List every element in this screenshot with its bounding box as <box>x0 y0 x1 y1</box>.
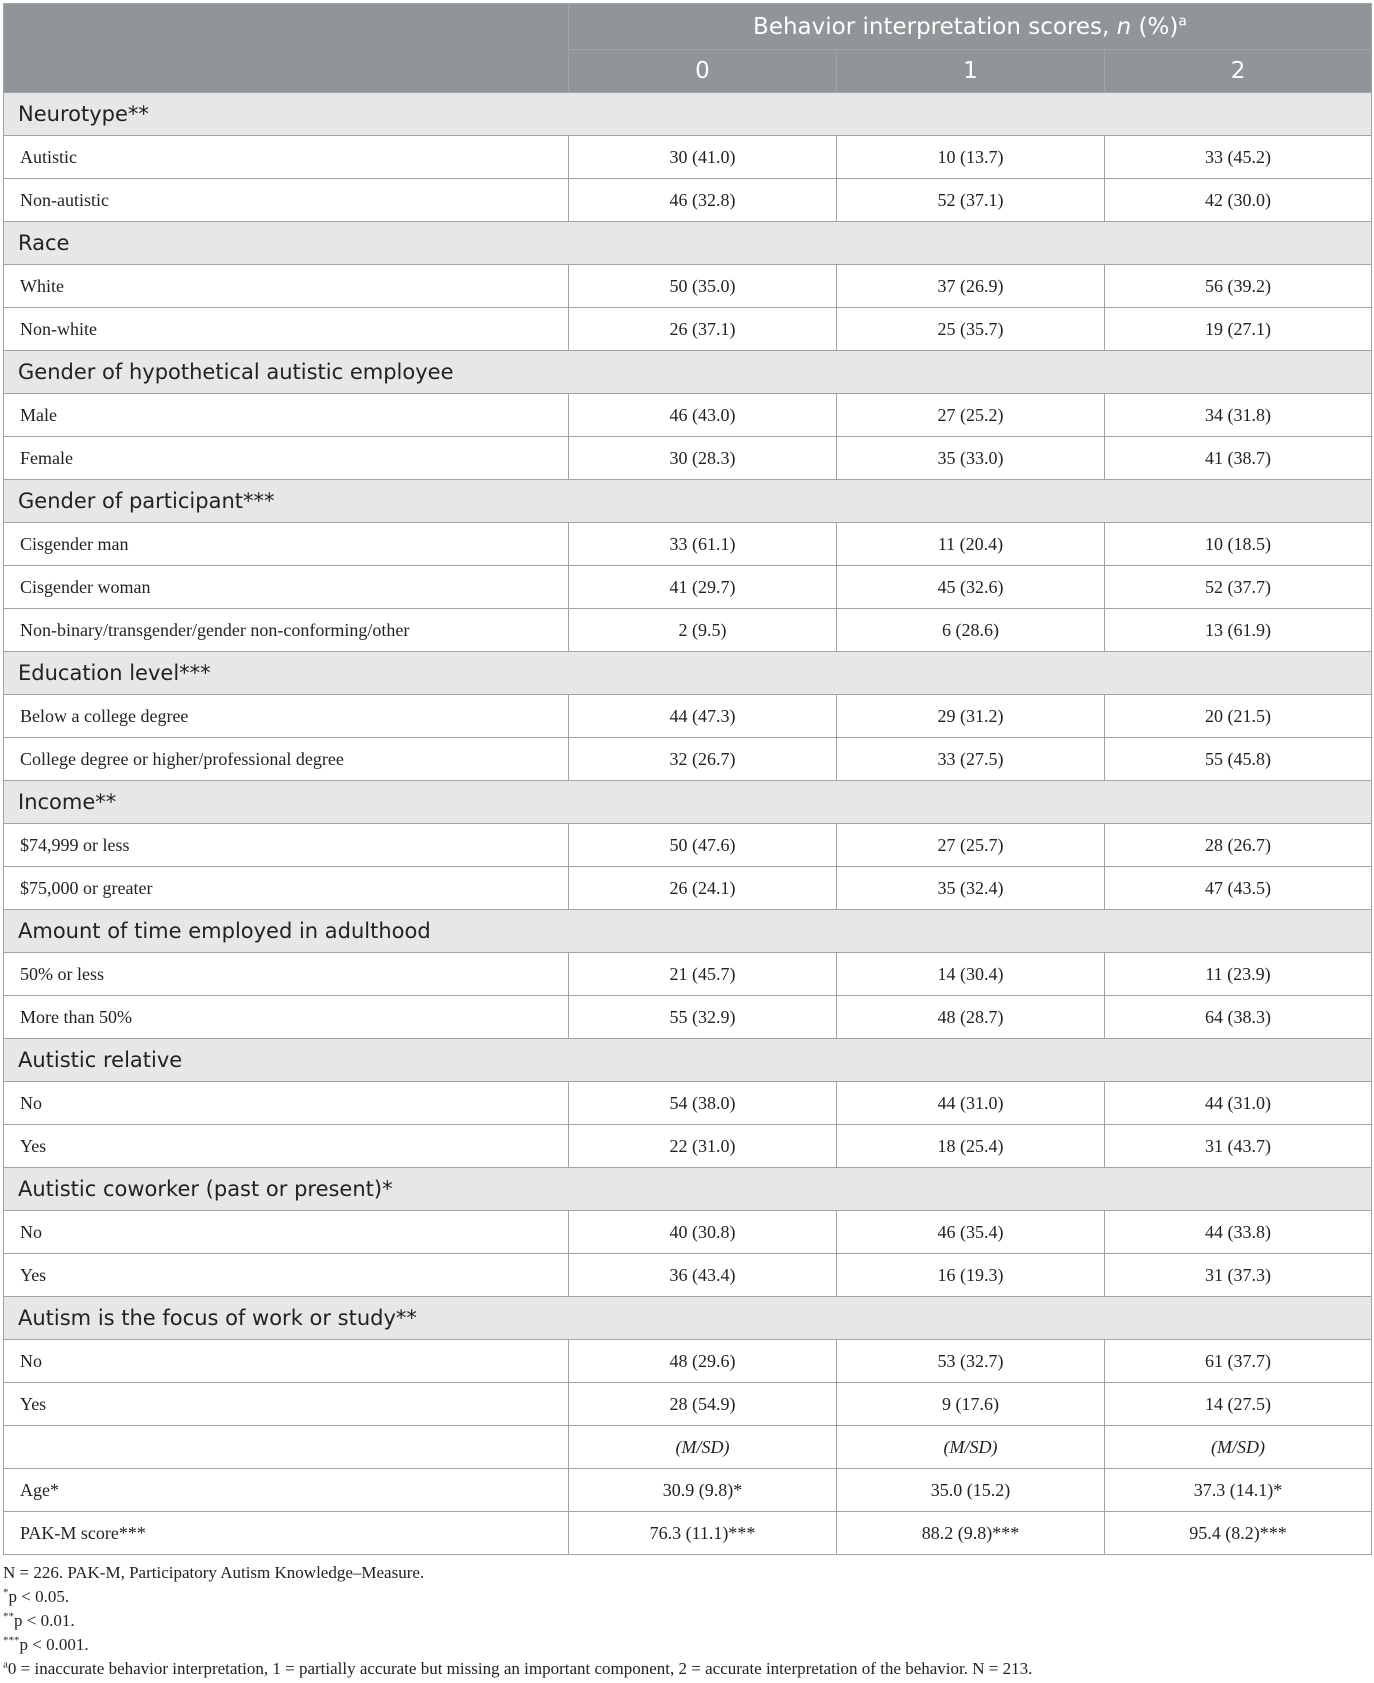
results-table <box>3 3 1372 1555</box>
row-label: No <box>4 1211 569 1254</box>
cell-score-1: 88.2 (9.8)*** <box>837 1512 1105 1555</box>
section-header <box>4 222 1372 265</box>
header-title-n: n <box>1116 13 1132 40</box>
row-label: Non-white <box>4 308 569 351</box>
cell-score-1: 27 (25.7) <box>837 824 1105 867</box>
section-header <box>4 781 1372 824</box>
cell-score-2: 47 (43.5) <box>1105 867 1372 910</box>
section-label: Autism is the focus of work or study** <box>4 1297 1372 1340</box>
section-label: Autistic coworker (past or present)* <box>4 1168 1372 1211</box>
msd-label: (M/SD) <box>943 1436 998 1457</box>
cell-score-1 <box>837 1426 1105 1469</box>
section-label: Income** <box>4 781 1372 824</box>
table-row <box>4 308 1372 351</box>
cell-score-0: 33 (61.1) <box>569 523 837 566</box>
row-label: White <box>4 265 569 308</box>
cell-score-2: 61 (37.7) <box>1105 1340 1372 1383</box>
cell-score-1: 48 (28.7) <box>837 996 1105 1039</box>
note-a <box>3 1657 1371 1681</box>
cell-score-1: 6 (28.6) <box>837 609 1105 652</box>
cell-score-0: 46 (43.0) <box>569 394 837 437</box>
cell-score-2: 37.3 (14.1)* <box>1105 1469 1372 1512</box>
cell-score-0: 48 (29.6) <box>569 1340 837 1383</box>
table-row <box>4 1512 1372 1555</box>
cell-score-2: 31 (43.7) <box>1105 1125 1372 1168</box>
note-sig-3-mark: *** <box>3 1634 20 1647</box>
section-header <box>4 351 1372 394</box>
section-label: Race <box>4 222 1372 265</box>
section-label: Gender of hypothetical autistic employee <box>4 351 1372 394</box>
cell-score-0: 26 (24.1) <box>569 867 837 910</box>
cell-score-0: 22 (31.0) <box>569 1125 837 1168</box>
cell-score-0: 54 (38.0) <box>569 1082 837 1125</box>
cell-score-1: 16 (19.3) <box>837 1254 1105 1297</box>
cell-score-2: 31 (37.3) <box>1105 1254 1372 1297</box>
header-title-pct: (%) <box>1131 13 1179 40</box>
msd-row <box>4 1426 1372 1469</box>
table-row <box>4 1125 1372 1168</box>
row-label: Yes <box>4 1383 569 1426</box>
section-header <box>4 1039 1372 1082</box>
header-blank-cell <box>4 4 569 93</box>
cell-score-0: 46 (32.8) <box>569 179 837 222</box>
cell-score-0: 76.3 (11.1)*** <box>569 1512 837 1555</box>
cell-score-2: 33 (45.2) <box>1105 136 1372 179</box>
table-notes <box>3 1561 1371 1681</box>
cell-score-2: 14 (27.5) <box>1105 1383 1372 1426</box>
table-body <box>4 93 1372 1555</box>
row-label: Cisgender man <box>4 523 569 566</box>
cell-score-1: 53 (32.7) <box>837 1340 1105 1383</box>
row-label: Cisgender woman <box>4 566 569 609</box>
cell-score-2: 42 (30.0) <box>1105 179 1372 222</box>
table-row <box>4 1383 1372 1426</box>
cell-score-0: 55 (32.9) <box>569 996 837 1039</box>
row-label: Yes <box>4 1254 569 1297</box>
cell-score-2: 41 (38.7) <box>1105 437 1372 480</box>
cell-score-1: 18 (25.4) <box>837 1125 1105 1168</box>
header-title-sup: a <box>1178 12 1187 29</box>
cell-score-2: 34 (31.8) <box>1105 394 1372 437</box>
note-sig-2-mark: ** <box>3 1610 14 1623</box>
cell-score-1: 9 (17.6) <box>837 1383 1105 1426</box>
header-title <box>569 4 1372 50</box>
note-sig-2 <box>3 1609 1371 1633</box>
table-row <box>4 867 1372 910</box>
row-label: Non-autistic <box>4 179 569 222</box>
row-label: Autistic <box>4 136 569 179</box>
note-sig-3 <box>3 1633 1371 1657</box>
row-label: Age* <box>4 1469 569 1512</box>
note-sig-2-text: p < 0.01. <box>14 1611 75 1630</box>
table-row <box>4 179 1372 222</box>
cell-score-1: 35 (33.0) <box>837 437 1105 480</box>
cell-score-1: 25 (35.7) <box>837 308 1105 351</box>
section-label: Autistic relative <box>4 1039 1372 1082</box>
table-row <box>4 566 1372 609</box>
cell-score-0 <box>569 1426 837 1469</box>
header-title-text: Behavior interpretation scores, <box>753 13 1117 40</box>
cell-score-1: 46 (35.4) <box>837 1211 1105 1254</box>
section-header <box>4 1168 1372 1211</box>
table-container <box>3 3 1371 1555</box>
row-label: $75,000 or greater <box>4 867 569 910</box>
section-header <box>4 480 1372 523</box>
row-label: 50% or less <box>4 953 569 996</box>
note-a-text: 0 = inaccurate behavior interpretation, 1 = partially accurate but missing an important component, 2 = accurate interpretation of the behavior. N = 213. <box>7 1659 1033 1678</box>
table-row <box>4 953 1372 996</box>
section-label: Education level*** <box>4 652 1372 695</box>
cell-score-0: 28 (54.9) <box>569 1383 837 1426</box>
note-a-mark: a <box>3 1658 8 1671</box>
table-row <box>4 738 1372 781</box>
note-n: N = 226. PAK-M, Participatory Autism Knowledge–Measure. <box>3 1563 425 1582</box>
section-label: Neurotype** <box>4 93 1372 136</box>
cell-score-2: 20 (21.5) <box>1105 695 1372 738</box>
table-row <box>4 1469 1372 1512</box>
section-header <box>4 910 1372 953</box>
note-sig-1-text: p < 0.05. <box>8 1587 70 1606</box>
cell-score-2: 19 (27.1) <box>1105 308 1372 351</box>
table-row <box>4 136 1372 179</box>
msd-label: (M/SD) <box>675 1436 730 1457</box>
table-row <box>4 1340 1372 1383</box>
cell-score-2: 13 (61.9) <box>1105 609 1372 652</box>
table-row <box>4 609 1372 652</box>
note-sig-1-mark: * <box>3 1586 9 1599</box>
row-label: More than 50% <box>4 996 569 1039</box>
cell-score-0: 32 (26.7) <box>569 738 837 781</box>
note-sig-3-text: p < 0.001. <box>19 1635 89 1654</box>
cell-score-1: 27 (25.2) <box>837 394 1105 437</box>
column-header-1: 1 <box>837 50 1105 93</box>
row-label: No <box>4 1340 569 1383</box>
cell-score-2: 95.4 (8.2)*** <box>1105 1512 1372 1555</box>
cell-score-1: 44 (31.0) <box>837 1082 1105 1125</box>
section-label: Amount of time employed in adulthood <box>4 910 1372 953</box>
cell-score-1: 14 (30.4) <box>837 953 1105 996</box>
column-header-2: 2 <box>1105 50 1372 93</box>
table-row <box>4 695 1372 738</box>
row-label: Male <box>4 394 569 437</box>
cell-score-1: 29 (31.2) <box>837 695 1105 738</box>
cell-score-0: 21 (45.7) <box>569 953 837 996</box>
row-label: Below a college degree <box>4 695 569 738</box>
cell-score-1: 10 (13.7) <box>837 136 1105 179</box>
cell-score-2: 10 (18.5) <box>1105 523 1372 566</box>
table-row <box>4 1211 1372 1254</box>
table-row <box>4 394 1372 437</box>
cell-score-2: 56 (39.2) <box>1105 265 1372 308</box>
cell-score-1: 11 (20.4) <box>837 523 1105 566</box>
cell-score-1: 37 (26.9) <box>837 265 1105 308</box>
row-label: $74,999 or less <box>4 824 569 867</box>
table-row <box>4 437 1372 480</box>
cell-score-1: 35 (32.4) <box>837 867 1105 910</box>
row-label: Yes <box>4 1125 569 1168</box>
cell-score-1: 45 (32.6) <box>837 566 1105 609</box>
header-row-title <box>4 4 1372 50</box>
cell-score-2: 64 (38.3) <box>1105 996 1372 1039</box>
cell-score-2: 44 (33.8) <box>1105 1211 1372 1254</box>
table-row <box>4 265 1372 308</box>
cell-score-2: 28 (26.7) <box>1105 824 1372 867</box>
cell-score-2 <box>1105 1426 1372 1469</box>
cell-score-0: 2 (9.5) <box>569 609 837 652</box>
section-label: Gender of participant*** <box>4 480 1372 523</box>
section-header <box>4 93 1372 136</box>
note-sig-1 <box>3 1585 1371 1609</box>
cell-score-0: 26 (37.1) <box>569 308 837 351</box>
section-header <box>4 1297 1372 1340</box>
cell-score-2: 44 (31.0) <box>1105 1082 1372 1125</box>
cell-score-1: 52 (37.1) <box>837 179 1105 222</box>
cell-score-0: 30.9 (9.8)* <box>569 1469 837 1512</box>
cell-score-2: 52 (37.7) <box>1105 566 1372 609</box>
cell-score-1: 35.0 (15.2) <box>837 1469 1105 1512</box>
column-header-0: 0 <box>569 50 837 93</box>
table-row <box>4 523 1372 566</box>
table-row <box>4 996 1372 1039</box>
row-label: PAK-M score*** <box>4 1512 569 1555</box>
table-row <box>4 1082 1372 1125</box>
row-label: Non-binary/transgender/gender non-conforming/other <box>4 609 569 652</box>
row-label <box>4 1426 569 1469</box>
row-label: No <box>4 1082 569 1125</box>
cell-score-0: 30 (41.0) <box>569 136 837 179</box>
cell-score-0: 30 (28.3) <box>569 437 837 480</box>
cell-score-0: 40 (30.8) <box>569 1211 837 1254</box>
cell-score-0: 50 (35.0) <box>569 265 837 308</box>
cell-score-0: 50 (47.6) <box>569 824 837 867</box>
row-label: Female <box>4 437 569 480</box>
section-header <box>4 652 1372 695</box>
cell-score-0: 44 (47.3) <box>569 695 837 738</box>
cell-score-0: 41 (29.7) <box>569 566 837 609</box>
cell-score-1: 33 (27.5) <box>837 738 1105 781</box>
cell-score-2: 11 (23.9) <box>1105 953 1372 996</box>
cell-score-2: 55 (45.8) <box>1105 738 1372 781</box>
cell-score-0: 36 (43.4) <box>569 1254 837 1297</box>
row-label: College degree or higher/professional degree <box>4 738 569 781</box>
table-row <box>4 824 1372 867</box>
msd-label: (M/SD) <box>1211 1436 1265 1457</box>
table-row <box>4 1254 1372 1297</box>
